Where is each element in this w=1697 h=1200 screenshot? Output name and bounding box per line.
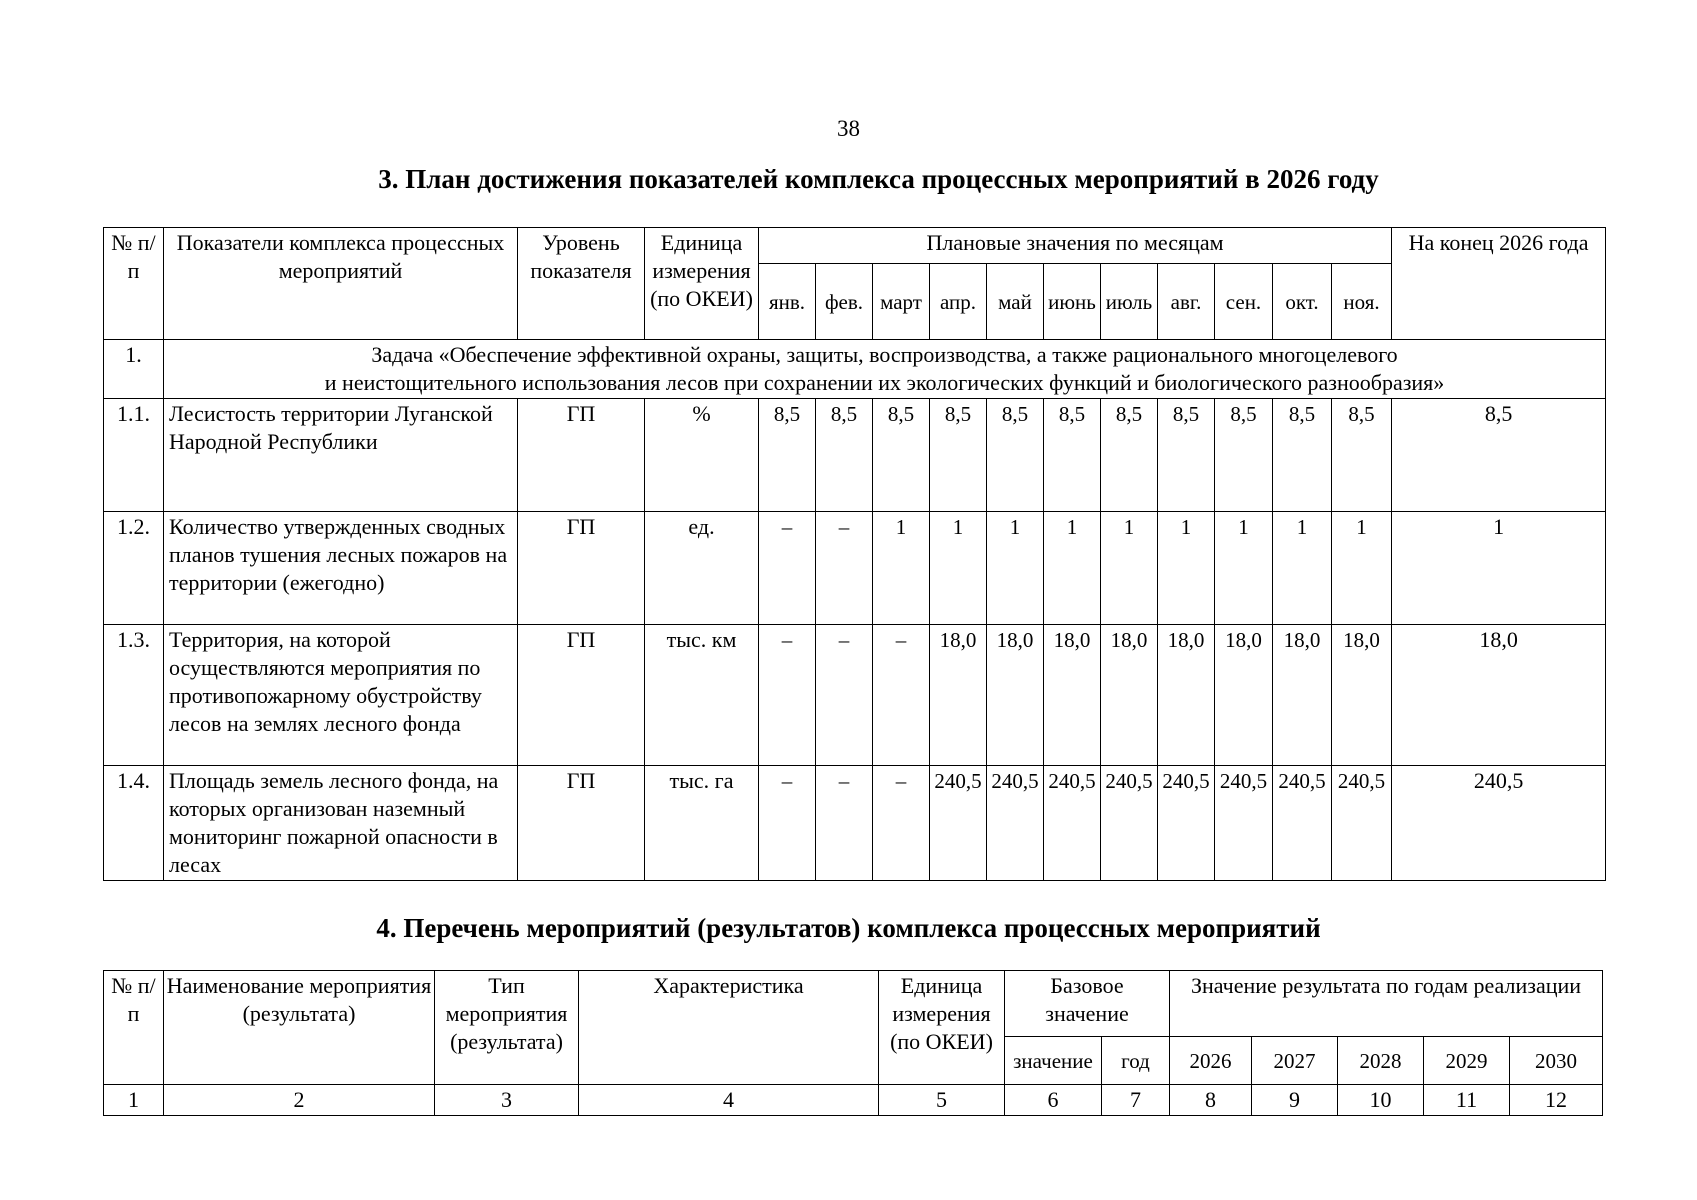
row-level: ГП (518, 399, 645, 512)
header-num: № п/п (104, 228, 164, 340)
header-end-of-year: На конец 2026 года (1392, 228, 1606, 340)
month-value: 240,5 (1158, 766, 1215, 881)
month-value: 18,0 (1101, 625, 1158, 766)
month-value: 1 (1044, 512, 1101, 625)
row-num: 1.3. (104, 625, 164, 766)
header-month: май (987, 264, 1044, 340)
month-value: 18,0 (1273, 625, 1332, 766)
column-number: 8 (1170, 1085, 1252, 1116)
column-number: 10 (1338, 1085, 1424, 1116)
header-activity-type: Тип мероприятия (результата) (435, 971, 579, 1085)
month-value: 1 (1332, 512, 1392, 625)
section-3-title: 3. План достижения показателей комплекса процессных мероприятий в 2026 году (378, 164, 1379, 194)
header-year: 2027 (1252, 1037, 1338, 1085)
column-number: 3 (435, 1085, 579, 1116)
month-value: 1 (1215, 512, 1273, 625)
month-value: 1 (1101, 512, 1158, 625)
month-value: 240,5 (1215, 766, 1273, 881)
task-row (104, 340, 1606, 399)
month-value: – (759, 766, 816, 881)
row-level: ГП (518, 512, 645, 625)
header-year: 2028 (1338, 1037, 1424, 1085)
row-num: 1.2. (104, 512, 164, 625)
row-end-value: 240,5 (1392, 766, 1606, 881)
table-row (104, 625, 1606, 766)
activities-list-table (103, 970, 1603, 1116)
row-num: 1.4. (104, 766, 164, 881)
header-result-by-year: Значение результата по годам реализации (1170, 971, 1603, 1037)
table-row (104, 399, 1606, 512)
header-unit: Единица измерения (по ОКЕИ) (645, 228, 759, 340)
month-value: 1 (873, 512, 930, 625)
header-month: июнь (1044, 264, 1101, 340)
month-value: 8,5 (1158, 399, 1215, 512)
header-base-value-value: значение (1005, 1037, 1102, 1085)
month-value: 18,0 (987, 625, 1044, 766)
row-unit: тыс. га (645, 766, 759, 881)
row-name: Площадь земель лесного фонда, на которых организован наземный мониторинг пожарной опасности в лесах (164, 766, 518, 881)
row-unit: тыс. км (645, 625, 759, 766)
month-value: – (873, 766, 930, 881)
month-value: – (816, 766, 873, 881)
header-month: ноя. (1332, 264, 1392, 340)
row-num: 1.1. (104, 399, 164, 512)
task-text-line2: и неистощительного использования лесов при сохранении их экологических функций и биологического разнообразия» (324, 370, 1445, 395)
header-year: 2029 (1424, 1037, 1510, 1085)
month-value: 1 (1273, 512, 1332, 625)
task-num: 1. (104, 340, 164, 399)
row-unit: ед. (645, 512, 759, 625)
header-month: окт. (1273, 264, 1332, 340)
row-name: Лесистость территории Луганской Народной Республики (164, 399, 518, 512)
row-end-value: 18,0 (1392, 625, 1606, 766)
row-unit: % (645, 399, 759, 512)
column-numbers-row (104, 1085, 1603, 1116)
header-year: 2030 (1510, 1037, 1603, 1085)
column-number: 4 (579, 1085, 879, 1116)
month-value: 8,5 (1273, 399, 1332, 512)
header-planned-values: Плановые значения по месяцам (759, 228, 1392, 264)
table-row (104, 766, 1606, 881)
month-value: 8,5 (1332, 399, 1392, 512)
row-end-value: 1 (1392, 512, 1606, 625)
row-name: Количество утвержденных сводных планов тушения лесных пожаров на территории (ежегодно) (164, 512, 518, 625)
month-value: – (816, 625, 873, 766)
month-value: 1 (930, 512, 987, 625)
header-level: Уровень показателя (518, 228, 645, 340)
header-month: сен. (1215, 264, 1273, 340)
task-text-line1: Задача «Обеспечение эффективной охраны, защиты, воспроизводства, а также рационального многоцелевого (371, 342, 1398, 367)
header-month: июль (1101, 264, 1158, 340)
month-value: 8,5 (930, 399, 987, 512)
header-base-value: Базовое значение (1005, 971, 1170, 1037)
table-row (104, 512, 1606, 625)
month-value: 8,5 (873, 399, 930, 512)
indicators-plan-table (103, 227, 1606, 881)
month-value: – (759, 512, 816, 625)
month-value: 240,5 (1044, 766, 1101, 881)
month-value: 18,0 (1158, 625, 1215, 766)
header-num: № п/п (104, 971, 164, 1085)
month-value: – (873, 625, 930, 766)
header-month: март (873, 264, 930, 340)
column-number: 1 (104, 1085, 164, 1116)
row-name: Территория, на которой осуществляются мероприятия по противопожарному обустройству лесов на землях лесного фонда (164, 625, 518, 766)
header-unit: Единица измерения (по ОКЕИ) (879, 971, 1005, 1085)
row-level: ГП (518, 766, 645, 881)
header-month: янв. (759, 264, 816, 340)
month-value: 240,5 (1332, 766, 1392, 881)
month-value: 1 (987, 512, 1044, 625)
column-number: 6 (1005, 1085, 1102, 1116)
month-value: 8,5 (816, 399, 873, 512)
month-value: 8,5 (1044, 399, 1101, 512)
header-indicator: Показатели комплекса процессных мероприятий (164, 228, 518, 340)
month-value: – (759, 625, 816, 766)
header-activity-name: Наименование мероприятия (результата) (164, 971, 435, 1085)
header-characteristic: Характеристика (579, 971, 879, 1085)
month-value: 8,5 (1101, 399, 1158, 512)
month-value: 18,0 (930, 625, 987, 766)
month-value: 8,5 (987, 399, 1044, 512)
header-month: авг. (1158, 264, 1215, 340)
month-value: – (816, 512, 873, 625)
month-value: 8,5 (1215, 399, 1273, 512)
month-value: 18,0 (1044, 625, 1101, 766)
section-4-title: 4. Перечень мероприятий (результатов) комплекса процессных мероприятий (376, 913, 1321, 943)
column-number: 7 (1102, 1085, 1170, 1116)
month-value: 1 (1158, 512, 1215, 625)
column-number: 5 (879, 1085, 1005, 1116)
column-number: 12 (1510, 1085, 1603, 1116)
task-text (164, 340, 1606, 399)
page-number: 38 (837, 116, 860, 141)
row-level: ГП (518, 625, 645, 766)
month-value: 18,0 (1332, 625, 1392, 766)
month-value: 240,5 (1101, 766, 1158, 881)
column-number: 11 (1424, 1085, 1510, 1116)
column-number: 2 (164, 1085, 435, 1116)
row-end-value: 8,5 (1392, 399, 1606, 512)
month-value: 240,5 (930, 766, 987, 881)
header-base-value-year: год (1102, 1037, 1170, 1085)
month-value: 18,0 (1215, 625, 1273, 766)
header-month: фев. (816, 264, 873, 340)
month-value: 240,5 (987, 766, 1044, 881)
header-year: 2026 (1170, 1037, 1252, 1085)
column-number: 9 (1252, 1085, 1338, 1116)
month-value: 8,5 (759, 399, 816, 512)
month-value: 240,5 (1273, 766, 1332, 881)
header-month: апр. (930, 264, 987, 340)
